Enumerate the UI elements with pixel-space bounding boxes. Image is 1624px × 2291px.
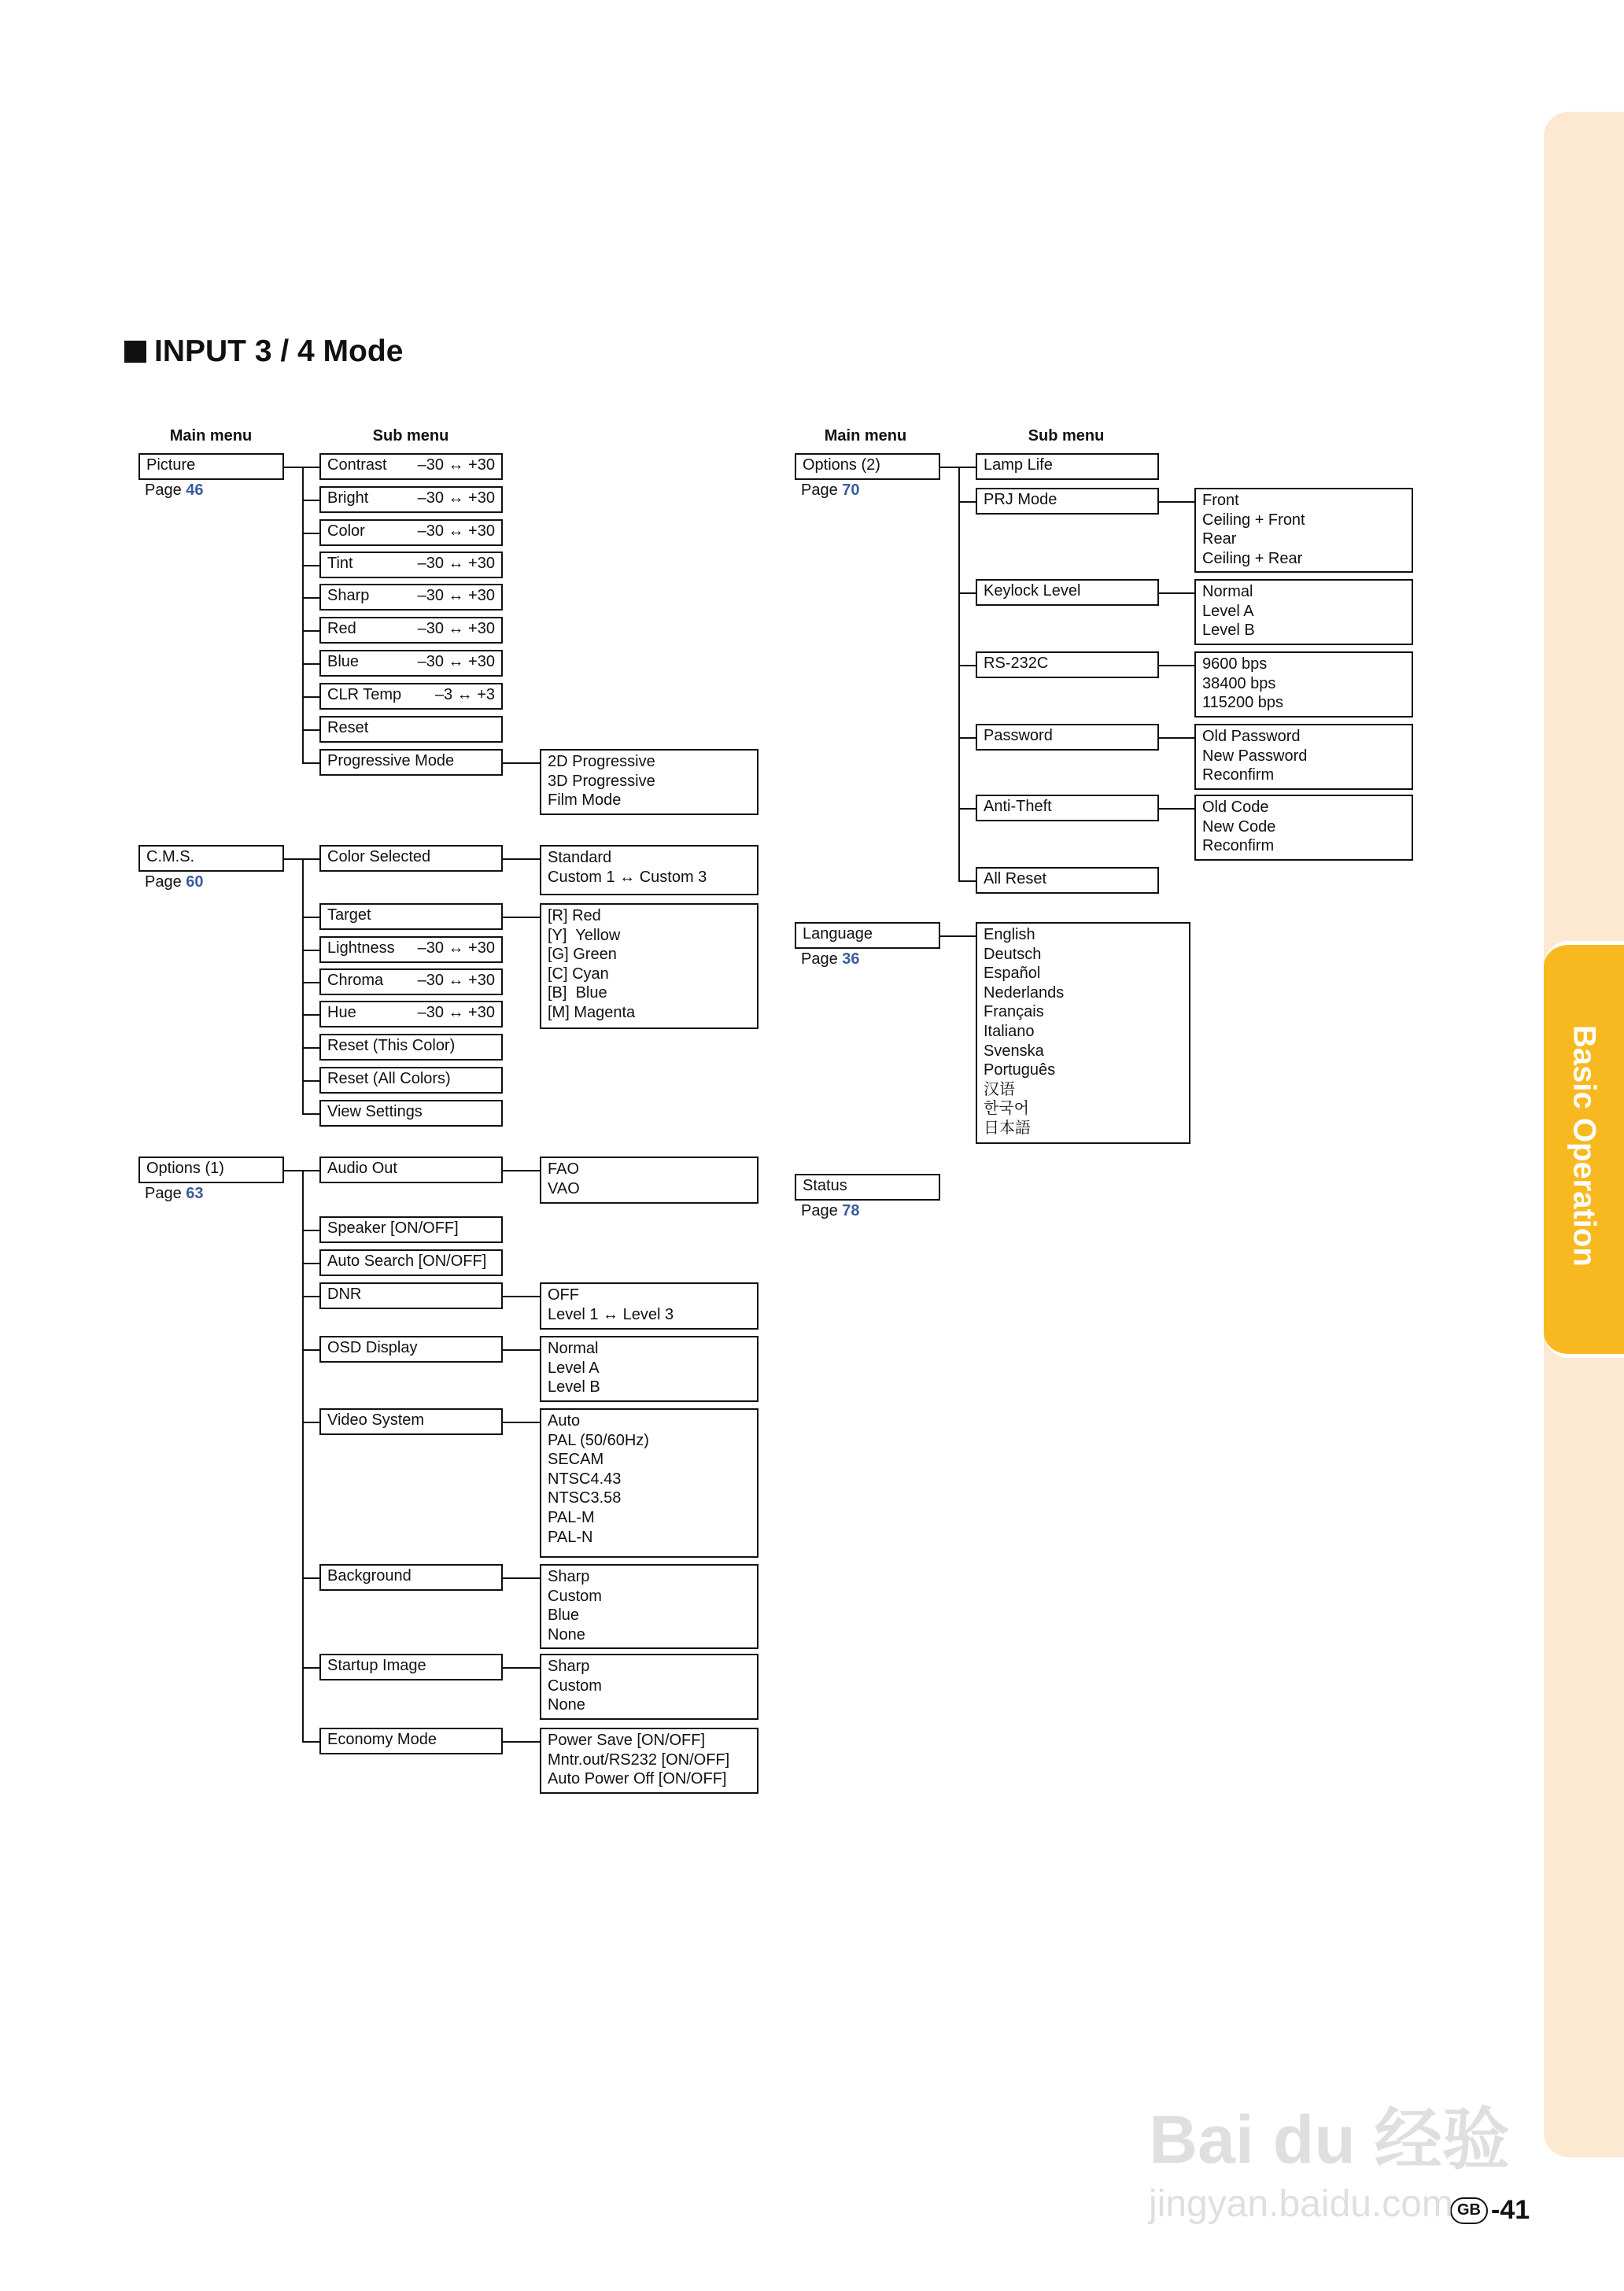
main-menu-options2-page-number: 70 [842, 481, 860, 499]
main-menu-status[interactable] [795, 1174, 940, 1201]
connector-line [503, 858, 540, 860]
options1-item-4[interactable] [319, 1336, 503, 1363]
picture-item-5-range: –30 ↔ +30 [417, 620, 495, 637]
options1-item-4-label: OSD Display [327, 1339, 418, 1356]
picture-item-2[interactable] [319, 519, 503, 546]
connector-line [302, 1349, 319, 1351]
picture-item-6[interactable] [319, 650, 503, 677]
picture-item-1[interactable] [319, 486, 503, 513]
main-menu-cms-label: C.M.S. [146, 848, 195, 865]
connector-line [1159, 808, 1194, 810]
picture-item-8-label: Reset [327, 719, 369, 736]
picture-item-7[interactable] [319, 683, 503, 710]
page-title-text: INPUT 3 / 4 Mode [154, 334, 404, 368]
picture-item-1-label: Bright [327, 489, 369, 507]
connector-line [302, 1047, 319, 1049]
picture-item-5[interactable] [319, 617, 503, 644]
options2-item-2-label: Keylock Level [984, 582, 1081, 599]
password-options: Old Password New Password Reconfirm [1194, 724, 1413, 790]
options1-item-1-label: Speaker [ON/OFF] [327, 1219, 459, 1237]
cms-item-4-range: –30 ↔ +30 [417, 1004, 495, 1021]
watermark-logo: Bai du 经验 jingyan.baidu.com [1149, 2102, 1510, 2225]
connector-line [958, 808, 976, 810]
connector-line [302, 1080, 319, 1082]
connector-line [302, 696, 319, 698]
options2-item-4-label: Password [984, 727, 1053, 744]
video-system-options: Auto PAL (50/60Hz) SECAM NTSC4.43 NTSC3.58 PAL-M PAL-N [540, 1408, 758, 1558]
options1-item-8-label: Economy Mode [327, 1731, 437, 1748]
picture-item-6-range: –30 ↔ +30 [417, 653, 495, 670]
connector-line [503, 1741, 540, 1743]
picture-item-2-range: –30 ↔ +30 [417, 522, 495, 540]
connector-line [302, 630, 319, 632]
options2-item-5[interactable] [976, 795, 1159, 821]
main-menu-status-page-ref: Page 78 [801, 1202, 860, 1219]
connector-line [302, 663, 319, 665]
options2-item-1-label: PRJ Mode [984, 491, 1057, 508]
options2-item-3[interactable] [976, 651, 1159, 678]
main-menu-picture-page-ref: Page 46 [145, 481, 204, 499]
options2-item-5-label: Anti-Theft [984, 798, 1052, 815]
connector-line [302, 467, 304, 762]
prj-mode-options: Front Ceiling + Front Rear Ceiling + Rear [1194, 488, 1413, 573]
connector-line [302, 500, 319, 501]
connector-line [302, 858, 304, 1113]
connector-line [302, 729, 319, 731]
connector-line [958, 501, 976, 503]
language-options: English Deutsch Español Nederlands Français Italiano Svenska Português 汉语 한국어 日本語 [976, 922, 1190, 1144]
main-menu-options2-page-ref: Page 70 [801, 481, 860, 499]
connector-line [302, 565, 319, 566]
cms-item-4-label: Hue [327, 1004, 356, 1021]
header-sub-menu-right: Sub menu [1028, 427, 1105, 445]
connector-line [503, 1422, 540, 1423]
main-menu-options1[interactable] [138, 1157, 284, 1183]
options2-item-3-label: RS-232C [984, 655, 1049, 672]
connector-line [958, 467, 960, 880]
main-menu-options1-label: Options (1) [146, 1160, 224, 1177]
options1-item-2-label: Auto Search [ON/OFF] [327, 1252, 487, 1270]
connector-line [302, 1577, 319, 1579]
economy-mode-options: Power Save [ON/OFF] Mntr.out/RS232 [ON/OFF] Auto Power Off [ON/OFF] [540, 1728, 758, 1794]
connector-line [503, 1170, 540, 1171]
main-menu-status-label: Status [803, 1177, 847, 1194]
main-menu-picture[interactable] [138, 453, 284, 480]
main-menu-language-page-number: 36 [842, 950, 860, 968]
picture-item-0-label: Contrast [327, 456, 387, 474]
cms-item-2[interactable] [319, 936, 503, 963]
cms-item-6-label: Reset (All Colors) [327, 1070, 451, 1087]
options1-item-3[interactable] [319, 1282, 503, 1309]
connector-line [1159, 592, 1194, 594]
connector-line [958, 880, 976, 882]
options2-item-6-label: All Reset [984, 870, 1047, 887]
connector-line [503, 762, 540, 764]
options2-item-1[interactable] [976, 488, 1159, 515]
options2-item-0-label: Lamp Life [984, 456, 1053, 474]
connector-line [503, 917, 540, 918]
connector-line [958, 737, 976, 739]
options2-item-6[interactable] [976, 867, 1159, 894]
cms-item-1[interactable] [319, 903, 503, 930]
cms-item-7-label: View Settings [327, 1103, 423, 1120]
audio-out-options: FAO VAO [540, 1157, 758, 1204]
cms-item-3-range: –30 ↔ +30 [417, 972, 495, 989]
connector-line [302, 597, 319, 599]
header-main-menu-left: Main menu [169, 427, 253, 445]
picture-item-4-range: –30 ↔ +30 [417, 587, 495, 604]
main-menu-language-label: Language [803, 925, 873, 943]
cms-item-3[interactable] [319, 968, 503, 995]
cms-item-2-label: Lightness [327, 939, 395, 957]
connector-line [1159, 501, 1194, 503]
main-menu-cms[interactable] [138, 845, 284, 872]
connector-line [302, 982, 319, 983]
anti-theft-options: Old Code New Code Reconfirm [1194, 795, 1413, 861]
options1-item-2[interactable] [319, 1249, 503, 1276]
connector-line [302, 917, 319, 918]
main-menu-cms-page-ref: Page 60 [145, 873, 204, 891]
picture-item-3-range: –30 ↔ +30 [417, 555, 495, 572]
cms-item-2-range: –30 ↔ +30 [417, 939, 495, 957]
connector-line [302, 1263, 319, 1264]
connector-line [302, 1014, 319, 1016]
picture-item-3[interactable] [319, 552, 503, 578]
connector-line [503, 1296, 540, 1297]
dnr-options: OFF Level 1 ↔ Level 3 [540, 1282, 758, 1330]
connector-line [503, 1349, 540, 1351]
cms-item-3-label: Chroma [327, 972, 384, 989]
options1-item-8[interactable] [319, 1728, 503, 1754]
title-square-icon [124, 341, 146, 363]
main-menu-picture-label: Picture [146, 456, 196, 474]
gb-badge-icon: GB [1450, 2197, 1488, 2224]
options1-item-0[interactable] [319, 1157, 503, 1183]
picture-item-1-range: –30 ↔ +30 [417, 489, 495, 507]
main-menu-options1-page-number: 63 [186, 1185, 204, 1202]
picture-item-6-label: Blue [327, 653, 360, 670]
main-menu-status-page-number: 78 [842, 1202, 860, 1219]
osd-display-options: Normal Level A Level B [540, 1336, 758, 1402]
connector-line [302, 1296, 319, 1297]
header-main-menu-right: Main menu [824, 427, 907, 445]
picture-item-4-label: Sharp [327, 587, 370, 604]
connector-line [302, 1422, 319, 1423]
options1-item-0-label: Audio Out [327, 1160, 397, 1177]
side-tab-label: Basic Operation [1567, 1024, 1602, 1267]
options1-item-1[interactable] [319, 1216, 503, 1243]
cms-item-5-label: Reset (This Color) [327, 1037, 456, 1054]
main-menu-options2[interactable] [795, 453, 940, 480]
connector-line [302, 950, 319, 951]
connector-line [1159, 665, 1194, 666]
options1-item-3-label: DNR [327, 1286, 362, 1303]
picture-item-3-label: Tint [327, 555, 353, 572]
connector-line [958, 592, 976, 594]
picture-item-0-range: –30 ↔ +30 [417, 456, 495, 474]
cms-item-7[interactable] [319, 1100, 503, 1127]
main-menu-options2-label: Options (2) [803, 456, 880, 474]
page-number: GB -41 [1450, 2195, 1530, 2226]
options1-item-5-label: Video System [327, 1411, 425, 1429]
rs232c-options: 9600 bps 38400 bps 115200 bps [1194, 651, 1413, 718]
options1-item-7-label: Startup Image [327, 1657, 426, 1674]
cms-item-6[interactable] [319, 1067, 503, 1094]
cms-item-1-label: Target [327, 906, 371, 924]
picture-item-8[interactable] [319, 716, 503, 743]
connector-line [1159, 737, 1194, 739]
connector-line [302, 1741, 319, 1743]
cms-item-5[interactable] [319, 1034, 503, 1061]
options1-item-7[interactable] [319, 1654, 503, 1680]
progressive-mode-options: 2D Progressive 3D Progressive Film Mode [540, 749, 758, 815]
options1-item-6-label: Background [327, 1567, 412, 1585]
options2-item-2[interactable] [976, 579, 1159, 606]
picture-item-9-label: Progressive Mode [327, 752, 455, 769]
cms-item-4[interactable] [319, 1001, 503, 1027]
main-menu-language[interactable] [795, 922, 940, 949]
connector-line [302, 1113, 319, 1115]
page-title [124, 334, 403, 369]
header-sub-menu-left: Sub menu [372, 427, 449, 445]
picture-item-9[interactable] [319, 749, 503, 776]
picture-item-4[interactable] [319, 584, 503, 611]
connector-line [503, 1577, 540, 1579]
connector-line [302, 1230, 319, 1231]
picture-item-2-label: Color [327, 522, 365, 540]
options2-item-4[interactable] [976, 724, 1159, 751]
connector-line [302, 762, 319, 764]
connector-line [302, 533, 319, 534]
cms-item-0-label: Color Selected [327, 848, 431, 865]
connector-line [302, 1170, 304, 1741]
main-menu-cms-page-number: 60 [186, 873, 204, 891]
main-menu-language-page-ref: Page 36 [801, 950, 860, 968]
connector-line [958, 665, 976, 666]
options1-item-6[interactable] [319, 1564, 503, 1591]
main-menu-picture-page-number: 46 [186, 481, 204, 499]
options1-item-5[interactable] [319, 1408, 503, 1435]
connector-line [302, 1667, 319, 1669]
picture-item-7-range: –3 ↔ +3 [434, 686, 495, 703]
options2-item-0[interactable] [976, 453, 1159, 480]
main-menu-options1-page-ref: Page 63 [145, 1185, 204, 1202]
cms-item-0[interactable] [319, 845, 503, 872]
startup-image-options: Sharp Custom None [540, 1654, 758, 1720]
connector-line [940, 935, 976, 937]
picture-item-5-label: Red [327, 620, 356, 637]
color-selected-options: Standard Custom 1 ↔ Custom 3 [540, 845, 758, 895]
picture-item-7-label: CLR Temp [327, 686, 402, 703]
keylock-level-options: Normal Level A Level B [1194, 579, 1413, 645]
connector-line [503, 1667, 540, 1669]
picture-item-0[interactable] [319, 453, 503, 480]
background-options: Sharp Custom Blue None [540, 1564, 758, 1649]
target-options: [R] Red [Y] Yellow [G] Green [C] Cyan [B] Blue [M] Magenta [540, 903, 758, 1029]
